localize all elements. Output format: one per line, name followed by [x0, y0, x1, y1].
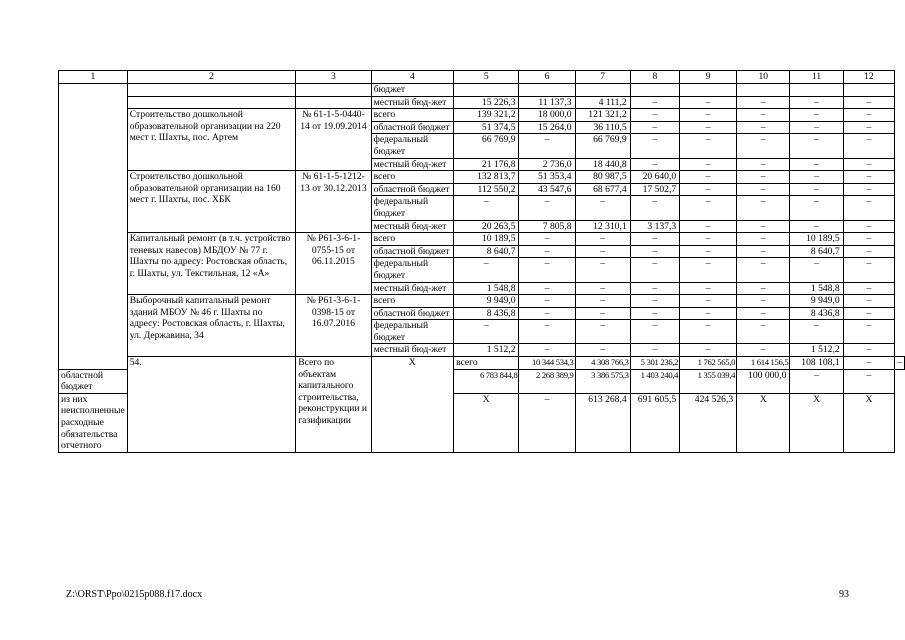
value-cell — [680, 84, 737, 97]
value-cell: – — [737, 171, 790, 184]
value-cell: 9 949,0 — [790, 295, 843, 308]
value-cell: – — [843, 369, 895, 393]
value-cell: – — [843, 96, 895, 109]
value-cell: – — [790, 171, 843, 184]
value-cell: 100 000,0 — [737, 369, 790, 393]
value-cell: – — [630, 158, 680, 171]
value-cell: 66 769,9 — [454, 134, 519, 158]
value-cell: 21 176,8 — [454, 158, 519, 171]
value-cell: 8 436,8 — [454, 307, 519, 320]
header-row — [59, 71, 905, 84]
value-cell: 10 344 534,3 — [519, 357, 575, 370]
source-label: местный бюд-жет — [371, 96, 453, 109]
value-cell: – — [519, 307, 575, 320]
value-cell: – — [737, 183, 790, 196]
row-number — [59, 84, 128, 370]
document-cell — [296, 84, 371, 97]
value-cell: – — [630, 109, 680, 122]
value-cell: – — [737, 96, 790, 109]
value-cell: – — [843, 121, 895, 134]
value-cell: 121 321,2 — [575, 109, 630, 122]
value-cell: – — [790, 196, 843, 220]
value-cell: – — [630, 295, 680, 308]
value-cell: 132 813,7 — [454, 171, 519, 184]
value-cell: – — [680, 258, 737, 282]
value-cell: 613 268,4 — [575, 393, 630, 452]
total-row — [59, 357, 905, 370]
value-cell: 8 436,8 — [790, 307, 843, 320]
document-cell: № Р61-3-6-1-0398-15 от 16.07.2016 — [296, 295, 371, 357]
value-cell: 10 189,5 — [454, 233, 519, 246]
value-cell: – — [737, 344, 790, 357]
document-cell: № 61-1-5-0440-14 от 19.09.2014 — [296, 109, 371, 171]
value-cell: – — [680, 96, 737, 109]
value-cell: – — [790, 96, 843, 109]
value-cell: 1 548,8 — [790, 282, 843, 295]
row-number: 54. — [127, 357, 296, 453]
source-label: всего — [371, 171, 453, 184]
value-cell: 108 108,1 — [790, 357, 843, 370]
value-cell: – — [575, 258, 630, 282]
value-cell: – — [630, 320, 680, 344]
value-cell: – — [843, 320, 895, 344]
value-cell: – — [519, 258, 575, 282]
value-cell: 51 374,5 — [454, 121, 519, 134]
table-row — [59, 84, 905, 97]
value-cell: – — [680, 295, 737, 308]
value-cell: X — [790, 393, 843, 452]
column-number: 2 — [127, 71, 296, 84]
footer-file-path: Z:\ORST\Ppo\0215p088.f17.docx — [66, 589, 203, 600]
object-name: Всего по объектам капитального строительства, реконструкции и газификации — [296, 357, 371, 453]
value-cell: 15 226,3 — [454, 96, 519, 109]
value-cell: 139 321,2 — [454, 109, 519, 122]
value-cell: 3 386 575,3 — [575, 369, 630, 393]
column-number: 10 — [737, 71, 790, 84]
value-cell: – — [575, 282, 630, 295]
value-cell: – — [680, 196, 737, 220]
source-label: местный бюд-жет — [371, 158, 453, 171]
budget-table — [58, 70, 905, 453]
value-cell: – — [680, 220, 737, 233]
document-cell: X — [371, 357, 453, 453]
value-cell: – — [843, 233, 895, 246]
value-cell: – — [519, 295, 575, 308]
source-label: областной бюджет — [371, 121, 453, 134]
value-cell: – — [843, 258, 895, 282]
value-cell: 51 353,4 — [519, 171, 575, 184]
value-cell: – — [575, 320, 630, 344]
value-cell: – — [790, 121, 843, 134]
value-cell: – — [737, 109, 790, 122]
value-cell: – — [737, 196, 790, 220]
value-cell: – — [454, 258, 519, 282]
value-cell: X — [843, 393, 895, 452]
value-cell: – — [680, 320, 737, 344]
column-number: 6 — [519, 71, 575, 84]
value-cell: – — [630, 245, 680, 258]
column-number: 4 — [371, 71, 453, 84]
value-cell: – — [843, 109, 895, 122]
value-cell: 1 548,8 — [454, 282, 519, 295]
value-cell: – — [843, 357, 895, 370]
value-cell: 18 000,0 — [519, 109, 575, 122]
value-cell: – — [575, 344, 630, 357]
value-cell: 424 526,3 — [680, 393, 737, 452]
source-label: областной бюджет — [371, 183, 453, 196]
value-cell: 1 512,2 — [454, 344, 519, 357]
value-cell: X — [454, 393, 519, 452]
column-number: 11 — [790, 71, 843, 84]
value-cell: 11 137,3 — [519, 96, 575, 109]
column-number: 12 — [843, 71, 895, 84]
value-cell: – — [575, 233, 630, 246]
page-number: 93 — [839, 589, 849, 600]
value-cell: – — [790, 369, 843, 393]
value-cell: 1 762 565,0 — [680, 357, 737, 370]
value-cell: 1 355 039,4 — [680, 369, 737, 393]
value-cell: – — [454, 320, 519, 344]
value-cell: 15 264,0 — [519, 121, 575, 134]
value-cell: 7 805,8 — [519, 220, 575, 233]
value-cell: 8 640,7 — [790, 245, 843, 258]
value-cell: – — [680, 183, 737, 196]
value-cell: – — [737, 295, 790, 308]
value-cell: 4 308 766,3 — [575, 357, 630, 370]
value-cell: – — [680, 109, 737, 122]
value-cell: – — [843, 220, 895, 233]
value-cell: – — [630, 233, 680, 246]
value-cell: – — [843, 171, 895, 184]
source-label: местный бюд-жет — [371, 344, 453, 357]
value-cell — [843, 84, 895, 97]
value-cell: – — [630, 121, 680, 134]
value-cell — [575, 84, 630, 97]
value-cell: 20 640,0 — [630, 171, 680, 184]
source-label: областной бюджет — [59, 369, 128, 393]
value-cell: – — [680, 282, 737, 295]
value-cell — [519, 84, 575, 97]
value-cell — [454, 84, 519, 97]
document-cell — [296, 96, 371, 109]
column-number: 3 — [296, 71, 371, 84]
source-label: федеральный бюджет — [371, 134, 453, 158]
value-cell: – — [519, 393, 575, 452]
table-row — [59, 96, 905, 109]
source-label: местный бюд-жет — [371, 282, 453, 295]
value-cell — [790, 84, 843, 97]
value-cell: – — [519, 233, 575, 246]
value-cell: 68 677,4 — [575, 183, 630, 196]
value-cell: – — [790, 109, 843, 122]
value-cell: – — [454, 196, 519, 220]
value-cell: – — [790, 158, 843, 171]
value-cell: 6 783 844,8 — [454, 369, 519, 393]
table-row — [59, 171, 905, 184]
value-cell: – — [630, 282, 680, 295]
value-cell: – — [630, 344, 680, 357]
value-cell: – — [519, 344, 575, 357]
source-label: областной бюджет — [371, 245, 453, 258]
value-cell: – — [737, 245, 790, 258]
value-cell: – — [737, 158, 790, 171]
value-cell: – — [680, 307, 737, 320]
value-cell: – — [680, 344, 737, 357]
column-number: 9 — [680, 71, 737, 84]
value-cell: – — [630, 134, 680, 158]
value-cell: 112 550,2 — [454, 183, 519, 196]
value-cell: – — [737, 320, 790, 344]
value-cell: 1 614 156,5 — [737, 357, 790, 370]
value-cell: 20 263,5 — [454, 220, 519, 233]
column-number: 8 — [630, 71, 680, 84]
value-cell: – — [895, 357, 905, 370]
value-cell — [630, 84, 680, 97]
document-cell: № 61-1-5-1212-13 от 30.12.2013 — [296, 171, 371, 233]
source-label: из них неисполненные расходные обязательства отчетного — [59, 393, 128, 452]
value-cell: – — [680, 233, 737, 246]
value-cell: 691 605,5 — [630, 393, 680, 452]
value-cell: – — [843, 295, 895, 308]
value-cell: – — [737, 282, 790, 295]
object-name: Капитальный ремонт (в т.ч. устройство теневых навесов) МБДОУ № 77 г. Шахты по адресу: Ростовская область, г. Шахты, ул. Текстильная, 12 «А» — [127, 233, 296, 295]
object-name — [127, 84, 296, 97]
source-label: местный бюд-жет — [371, 220, 453, 233]
source-label: всего — [454, 357, 519, 370]
value-cell: – — [843, 245, 895, 258]
value-cell: – — [843, 344, 895, 357]
object-name — [127, 96, 296, 109]
value-cell: 18 440,8 — [575, 158, 630, 171]
value-cell: – — [843, 307, 895, 320]
source-label: всего — [371, 233, 453, 246]
object-name: Выборочный капитальный ремонт зданий МБОУ № 46 г. Шахты по адресу: Ростовская область, г. Шахты, ул. Державина, 34 — [127, 295, 296, 357]
source-label: бюджет — [371, 84, 453, 97]
value-cell: – — [630, 96, 680, 109]
value-cell: – — [737, 134, 790, 158]
value-cell: 66 769,9 — [575, 134, 630, 158]
value-cell: – — [843, 196, 895, 220]
source-label: всего — [371, 295, 453, 308]
value-cell: – — [680, 158, 737, 171]
source-label: всего — [371, 109, 453, 122]
value-cell: – — [630, 307, 680, 320]
value-cell: – — [737, 121, 790, 134]
value-cell: – — [575, 295, 630, 308]
value-cell: 43 547,6 — [519, 183, 575, 196]
value-cell: – — [630, 258, 680, 282]
value-cell: 2 736,0 — [519, 158, 575, 171]
column-number: 1 — [59, 71, 128, 84]
table-row — [59, 295, 905, 308]
value-cell: – — [519, 245, 575, 258]
value-cell: – — [737, 258, 790, 282]
value-cell: 10 189,5 — [790, 233, 843, 246]
value-cell: 3 137,3 — [630, 220, 680, 233]
value-cell: – — [680, 134, 737, 158]
value-cell: – — [575, 307, 630, 320]
object-name: Строительство дошкольной образовательной организации на 220 мест г. Шахты, пос. Артем — [127, 109, 296, 171]
value-cell: – — [680, 121, 737, 134]
column-number: 5 — [454, 71, 519, 84]
value-cell: – — [790, 183, 843, 196]
value-cell: – — [790, 320, 843, 344]
value-cell: – — [519, 320, 575, 344]
value-cell: 5 301 236,2 — [630, 357, 680, 370]
document-cell: № Р61-3-6-1-0755-15 от 06.11.2015 — [296, 233, 371, 295]
value-cell: – — [680, 171, 737, 184]
source-label: федеральный бюджет — [371, 196, 453, 220]
value-cell: – — [575, 245, 630, 258]
value-cell: 17 502,7 — [630, 183, 680, 196]
value-cell: – — [790, 258, 843, 282]
value-cell — [737, 84, 790, 97]
value-cell: – — [790, 220, 843, 233]
value-cell: – — [519, 282, 575, 295]
value-cell: 4 111,2 — [575, 96, 630, 109]
source-label: федеральный бюджет — [371, 258, 453, 282]
value-cell: 36 110,5 — [575, 121, 630, 134]
value-cell: – — [519, 134, 575, 158]
value-cell: – — [737, 233, 790, 246]
table-row — [59, 233, 905, 246]
object-name: Строительство дошкольной образовательной организации на 160 мест г. Шахты, пос. ХБК — [127, 171, 296, 233]
value-cell: – — [737, 307, 790, 320]
value-cell: – — [843, 282, 895, 295]
value-cell: – — [843, 134, 895, 158]
value-cell: 12 310,1 — [575, 220, 630, 233]
table-row — [59, 109, 905, 122]
source-label: областной бюджет — [371, 307, 453, 320]
value-cell: 80 987,5 — [575, 171, 630, 184]
value-cell: – — [519, 196, 575, 220]
value-cell: – — [630, 196, 680, 220]
value-cell: – — [680, 245, 737, 258]
column-number: 7 — [575, 71, 630, 84]
value-cell: – — [737, 220, 790, 233]
value-cell: – — [843, 183, 895, 196]
value-cell: 8 640,7 — [454, 245, 519, 258]
source-label: федеральный бюджет — [371, 320, 453, 344]
value-cell: – — [843, 158, 895, 171]
value-cell: 1 403 240,4 — [630, 369, 680, 393]
value-cell: 1 512,2 — [790, 344, 843, 357]
value-cell: 2 268 389,9 — [519, 369, 575, 393]
value-cell: – — [575, 196, 630, 220]
value-cell: – — [790, 134, 843, 158]
value-cell: X — [737, 393, 790, 452]
value-cell: 9 949,0 — [454, 295, 519, 308]
